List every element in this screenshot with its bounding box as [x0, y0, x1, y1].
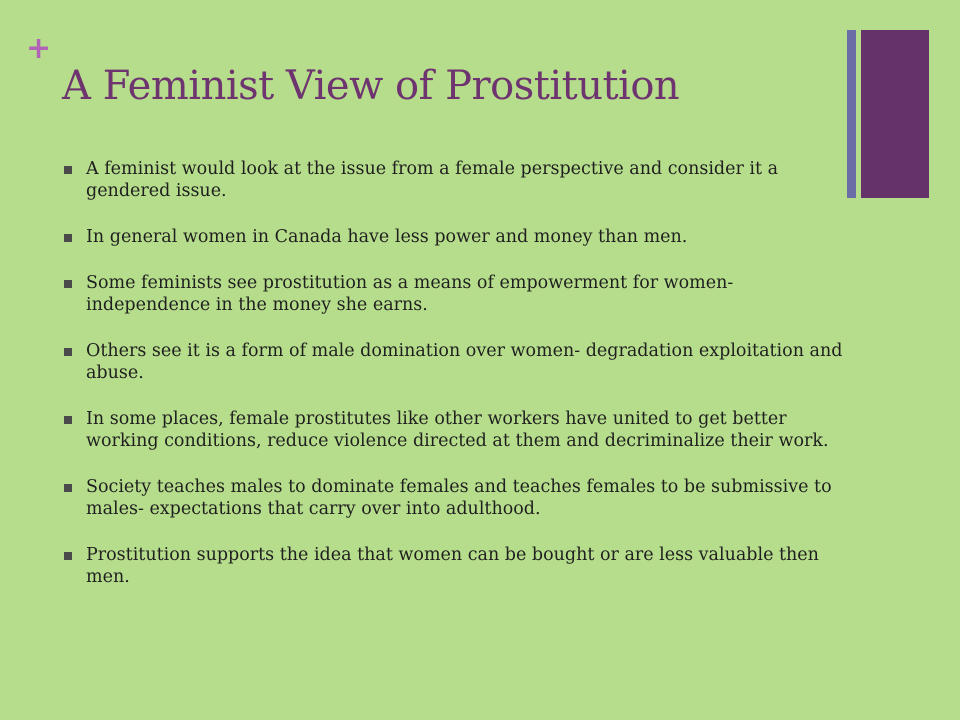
- bullet-item: [64, 340, 844, 384]
- square-bullet-icon: [64, 552, 72, 560]
- bullet-item: [64, 408, 844, 452]
- bullet-item: [64, 476, 844, 520]
- slide-title: A Feminist View of Prostitution: [62, 63, 680, 109]
- bullet-list: [64, 158, 844, 612]
- plus-icon: +: [26, 31, 52, 66]
- bullet-item: [64, 544, 844, 588]
- bullet-item: [64, 272, 844, 316]
- square-bullet-icon: [64, 234, 72, 242]
- bullet-text: A feminist would look at the issue from a female perspective and consider it a gendered issue.: [86, 159, 779, 201]
- square-bullet-icon: [64, 166, 72, 174]
- bullet-text: Society teaches males to dominate females and teaches females to be submissive to males- expectations that carry over into adulthood.: [86, 477, 832, 519]
- square-bullet-icon: [64, 484, 72, 492]
- square-bullet-icon: [64, 416, 72, 424]
- square-bullet-icon: [64, 348, 72, 356]
- bullet-text: Some feminists see prostitution as a means of empowerment for women- independence in the money she earns.: [86, 273, 734, 315]
- bullet-text: Others see it is a form of male domination over women- degradation exploitation and abuse.: [86, 341, 843, 383]
- square-bullet-icon: [64, 280, 72, 288]
- bullet-item: [64, 158, 844, 202]
- bullet-text: In general women in Canada have less power and money than men.: [86, 227, 688, 247]
- bullet-text: In some places, female prostitutes like other workers have united to get better working conditions, reduce violence directed at them and decriminalize their work.: [86, 409, 829, 451]
- decorative-bar-thick: [861, 30, 929, 198]
- bullet-item: [64, 226, 844, 248]
- decorative-bar-thin: [847, 30, 856, 198]
- bullet-text: Prostitution supports the idea that women can be bought or are less valuable then men.: [86, 545, 819, 587]
